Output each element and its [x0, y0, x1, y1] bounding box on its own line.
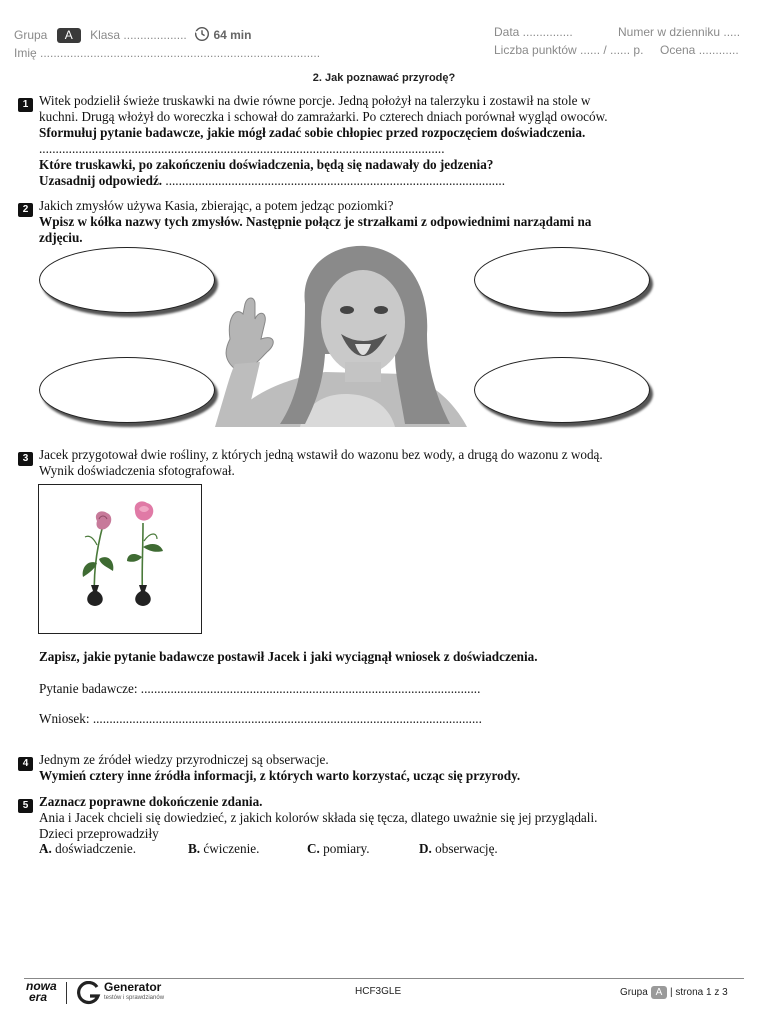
answer-c[interactable] [307, 841, 370, 857]
q3-line: Wynik doświadczenia sfotografował. [39, 463, 235, 478]
q1-number: 1 [18, 94, 33, 112]
girl-photo [205, 244, 467, 427]
q3-text [39, 447, 603, 479]
q1-text [39, 93, 608, 189]
footer-grupa-label: Grupa [620, 987, 648, 998]
q3-line: Jacek przygotował dwie rośliny, z których jedną wstawił do wazonu bez wody, a drugą do wazonu z wodą. [39, 447, 603, 462]
q4-text [39, 752, 520, 784]
q5-instruction: Zaznacz poprawne dokończenie zdania. [39, 794, 263, 809]
q2-instruction: Wpisz w kółka nazwy tych zmysłów. Następnie połącz je strzałkami z odpowiednimi narządami na [39, 214, 592, 229]
answer-b[interactable] [188, 841, 259, 857]
sense-circle-1[interactable] [39, 247, 215, 313]
imie-field: Imię .................................................................................... [14, 46, 321, 60]
q4-number: 4 [18, 753, 33, 771]
q1-question: Które truskawki, po zakończeniu doświadczenia, będą się nadawały do jedzenia? [39, 157, 494, 172]
q5-text [39, 794, 597, 842]
q2-instruction: zdjęciu. [39, 230, 83, 245]
answer-letter: B. [188, 841, 201, 856]
grupa-label: Grupa [14, 28, 48, 42]
q1-line: kuchni. Drugą włożył do woreczka i schował do zamrażarki. Po czterech dniach porównał wygląd owoców. [39, 109, 608, 124]
answer-text: doświadczenie. [51, 841, 137, 856]
q1-answer-line[interactable]: ........................................................................................................................... [39, 141, 445, 156]
q3-wniosek-line[interactable]: Wniosek: ...................................................................................................................... [39, 711, 482, 726]
answer-a[interactable] [39, 841, 136, 857]
answer-letter: D. [419, 841, 432, 856]
generator-logo [104, 981, 164, 1002]
logo-subtitle: testów i sprawdzianów [104, 995, 165, 1001]
sense-circle-4[interactable] [474, 357, 650, 423]
q5-number: 5 [18, 795, 33, 813]
answer-text: ćwiczenie. [200, 841, 260, 856]
answer-text: pomiary. [319, 841, 370, 856]
page-number: | strona 1 z 3 [670, 987, 728, 998]
q3-number: 3 [18, 448, 33, 466]
footer-divider [24, 978, 744, 979]
logo-text: era [29, 990, 48, 1004]
punkty-field: Liczba punktów ...... / ...... p. [494, 43, 644, 57]
q3-pytanie-line[interactable]: Pytanie badawcze: ....................................................................................................... [39, 681, 481, 696]
footer-grupa-badge: A [651, 986, 668, 999]
numer-field: Numer w dzienniku ..... [618, 25, 741, 39]
worksheet-code: HCF3GLE [355, 986, 402, 997]
klasa-label: Klasa ................... [90, 28, 187, 42]
q5-line: Dzieci przeprowadziły [39, 826, 159, 841]
q3-instruction: Zapisz, jakie pytanie badawcze postawił Jacek i jaki wyciągnął wniosek z doświadczenia. [39, 649, 538, 664]
data-field: Data ............... [494, 25, 573, 39]
sense-circle-3[interactable] [39, 357, 215, 423]
q1-justify-label: Uzasadnij odpowiedź. [39, 173, 163, 188]
g-logo-icon [77, 981, 101, 1010]
q2-line: Jakich zmysłów używa Kasia, zbierając, a potem jedząc poziomki? [39, 198, 394, 213]
sense-circle-2[interactable] [474, 247, 650, 313]
q5-line: Ania i Jacek chcieli się dowiedzieć, z jakich kolorów składa się tęcza, dlatego uważnie się jej przyglądali. [39, 810, 598, 825]
logo-divider [66, 982, 67, 1004]
nowa-era-logo [26, 981, 57, 1003]
q1-instruction: Sformułuj pytanie badawcze, jakie mógł zadać sobie chłopiec przed rozpoczęciem doświadczenia. [39, 125, 586, 140]
q2-text [39, 198, 591, 246]
time-limit: 64 min [213, 28, 252, 42]
logo-text: nowa [26, 979, 57, 993]
answer-text: obserwację. [431, 841, 498, 856]
q4-instruction: Wymień cztery inne źródła informacji, z których warto korzystać, ucząc się przyrody. [39, 768, 521, 783]
q1-line: Witek podzielił świeże truskawki na dwie równe porcje. Jedną położył na talerzyku i zostawił na stole w [39, 93, 591, 108]
q4-line: Jednym ze źródeł wiedzy przyrodniczej są obserwacje. [39, 752, 329, 767]
roses-photo [38, 484, 202, 634]
answer-letter: C. [307, 841, 320, 856]
q2-number: 2 [18, 199, 33, 217]
page-title: 2. Jak poznawać przyrodę? [312, 72, 456, 84]
answer-d[interactable] [419, 841, 498, 857]
q1-justify-line[interactable]: ....................................................................................................... [162, 173, 505, 188]
logo-title: Generator [104, 980, 162, 994]
grupa-badge: A [57, 28, 81, 43]
ocena-field: Ocena ............ [660, 43, 739, 57]
footer-page-info [620, 986, 728, 999]
answer-letter: A. [39, 841, 52, 856]
header-row-1 [14, 26, 251, 45]
clock-icon [194, 26, 210, 45]
